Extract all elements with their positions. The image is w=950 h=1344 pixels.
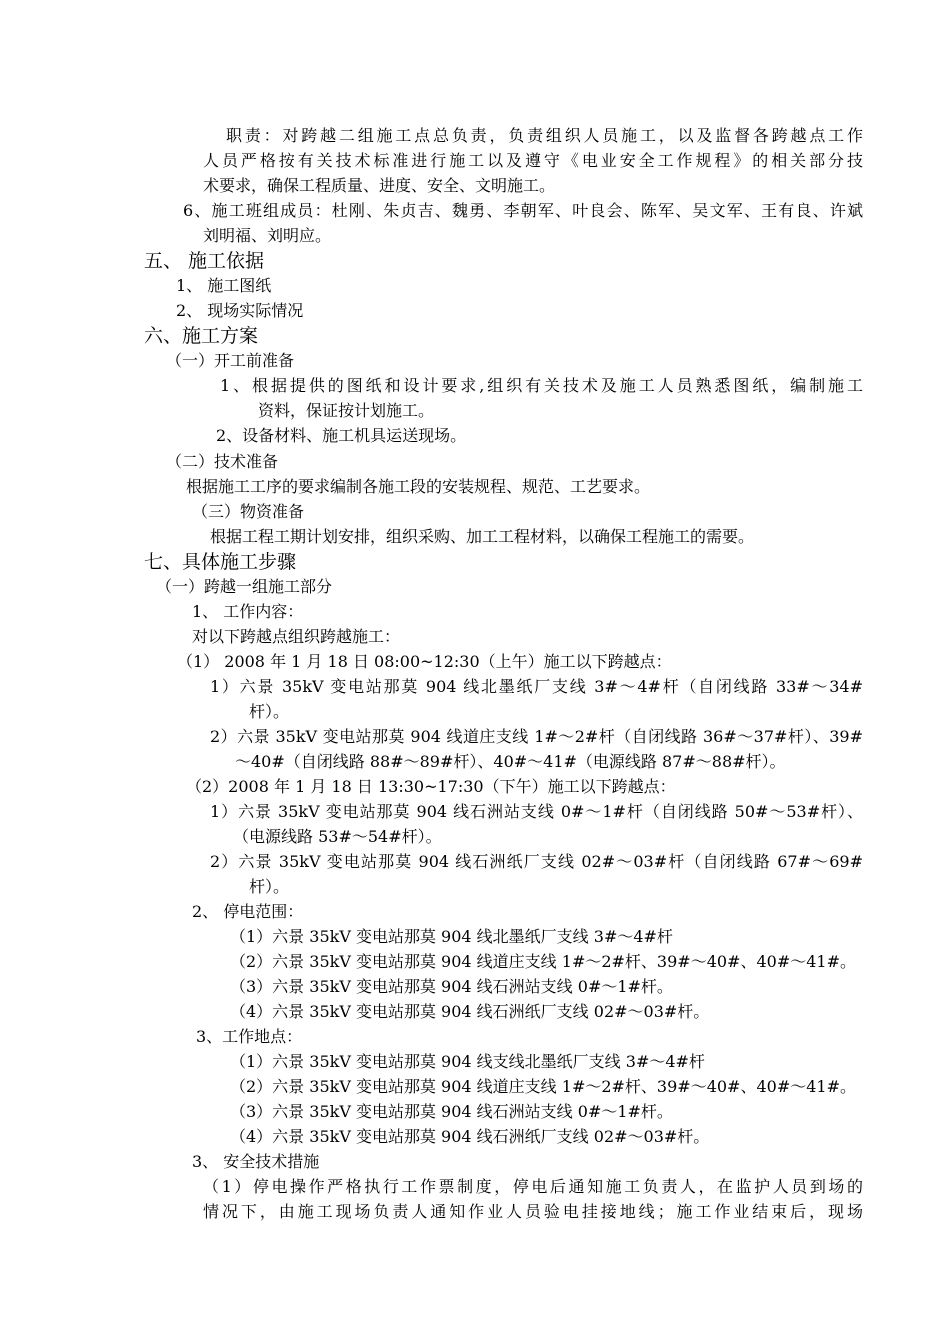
afternoon-item-1-line-2: （电源线路 53#～54#杆）。 (233, 827, 442, 846)
afternoon-item-2-line-1: 2）六景 35kV 变电站那莫 904 线石洲纸厂支线 02#～03#杆（自闭线路 67#～69# (210, 852, 863, 871)
afternoon-item-2-line-2: 杆）。 (249, 877, 290, 896)
crew-members-line-2: 刘明福、刘明应。 (203, 226, 332, 245)
work-content-heading: 1、 工作内容： (192, 602, 304, 621)
subsection-material-heading: （三）物资准备 (192, 502, 305, 521)
subsection-group1-heading: （一）跨越一组施工部分 (156, 577, 333, 596)
basis-item-2: 2、 现场实际情况 (176, 301, 304, 320)
basis-item-1: 1、 施工图纸 (176, 276, 272, 295)
subsection-tech-heading: （二）技术准备 (166, 452, 279, 471)
duty-line-3: 术要求，确保工程质量、进度、安全、文明施工。 (203, 176, 556, 195)
work-location-item-4: （4）六景 35kV 变电站那莫 904 线石洲纸厂支线 02#～03#杆。 (230, 1127, 710, 1146)
outage-scope-heading: 2、 停电范围： (192, 902, 304, 921)
afternoon-item-1-line-1: 1）六景 35kV 变电站那莫 904 线石洲站支线 0#～1#杆（自闭线路 50#～53#杆）、 (210, 802, 863, 821)
duty-line-1: 职责：对跨越二组施工点总负责，负责组织人员施工，以及监督各跨越点工作 (226, 126, 863, 145)
schedule-afternoon: （2）2008 年 1 月 18 日 13:30~17:30（下午）施工以下跨越点： (186, 777, 676, 796)
crew-members-line-1: 6、施工班组成员：杜刚、朱贞吉、魏勇、李朝军、叶良会、陈军、吴文军、王有良、许斌 (183, 201, 863, 220)
prep-item-2: 2、设备材料、施工机具运送现场。 (216, 426, 467, 445)
duty-line-2: 人员严格按有关技术标准进行施工以及遵守《电业安全工作规程》的相关部分技 (203, 151, 863, 170)
safety-measures-heading: 3、 安全技术措施 (192, 1152, 320, 1171)
work-location-item-2: （2）六景 35kV 变电站那莫 904 线道庄支线 1#～2#杆、39#～40#、40#～41#。 (230, 1077, 856, 1096)
work-location-item-3: （3）六景 35kV 变电站那莫 904 线石洲站支线 0#～1#杆。 (230, 1102, 673, 1121)
subsection-prep-heading: （一）开工前准备 (166, 351, 295, 370)
morning-item-1-line-2: 杆）。 (249, 702, 290, 721)
schedule-morning: （1） 2008 年 1 月 18 日 08:00~12:30（上午）施工以下跨越点： (177, 652, 672, 671)
work-location-heading: 3、工作地点： (196, 1027, 303, 1046)
work-location-item-1: （1）六景 35kV 变电站那莫 904 线支线北墨纸厂支线 3#～4#杆 (230, 1052, 705, 1071)
material-prep-text: 根据工程工期计划安排，组织采购、加工工程材料，以确保工程施工的需要。 (210, 527, 755, 546)
work-content-intro: 对以下跨越点组织跨越施工： (192, 627, 401, 646)
outage-scope-item-1: （1）六景 35kV 变电站那莫 904 线北墨纸厂支线 3#～4#杆 (230, 927, 673, 946)
safety-item-1-line-1: （1）停电操作严格执行工作票制度，停电后通知施工负责人，在监护人员到场的 (203, 1177, 863, 1196)
safety-item-1-line-2: 情况下，由施工现场负责人通知作业人员验电挂接地线；施工作业结束后，现场 (203, 1202, 863, 1221)
outage-scope-item-2: （2）六景 35kV 变电站那莫 904 线道庄支线 1#～2#杆、39#～40#、40#～41#。 (230, 952, 856, 971)
tech-prep-text: 根据施工工序的要求编制各施工段的安装规程、规范、工艺要求。 (186, 477, 651, 496)
prep-item-1-line-1: 1、根据提供的图纸和设计要求,组织有关技术及施工人员熟悉图纸，编制施工 (220, 376, 863, 395)
morning-item-1-line-1: 1）六景 35kV 变电站那莫 904 线北墨纸厂支线 3#～4#杆（自闭线路 33#～34# (210, 677, 863, 696)
section-5-heading: 五、 施工依据 (144, 250, 265, 272)
outage-scope-item-3: （3）六景 35kV 变电站那莫 904 线石洲站支线 0#～1#杆。 (230, 977, 673, 996)
section-7-heading: 七、具体施工步骤 (144, 551, 297, 573)
section-6-heading: 六、施工方案 (144, 325, 259, 347)
prep-item-1-line-2: 资料，保证按计划施工。 (258, 401, 435, 420)
morning-item-2-line-1: 2）六景 35kV 变电站那莫 904 线道庄支线 1#～2#杆（自闭线路 36#～37#杆）、39# (210, 727, 863, 746)
morning-item-2-line-2: ～40#（自闭线路 88#～89#杆）、40#～41#（电源线路 87#～88#杆）。 (235, 752, 786, 771)
outage-scope-item-4: （4）六景 35kV 变电站那莫 904 线石洲纸厂支线 02#～03#杆。 (230, 1002, 710, 1021)
